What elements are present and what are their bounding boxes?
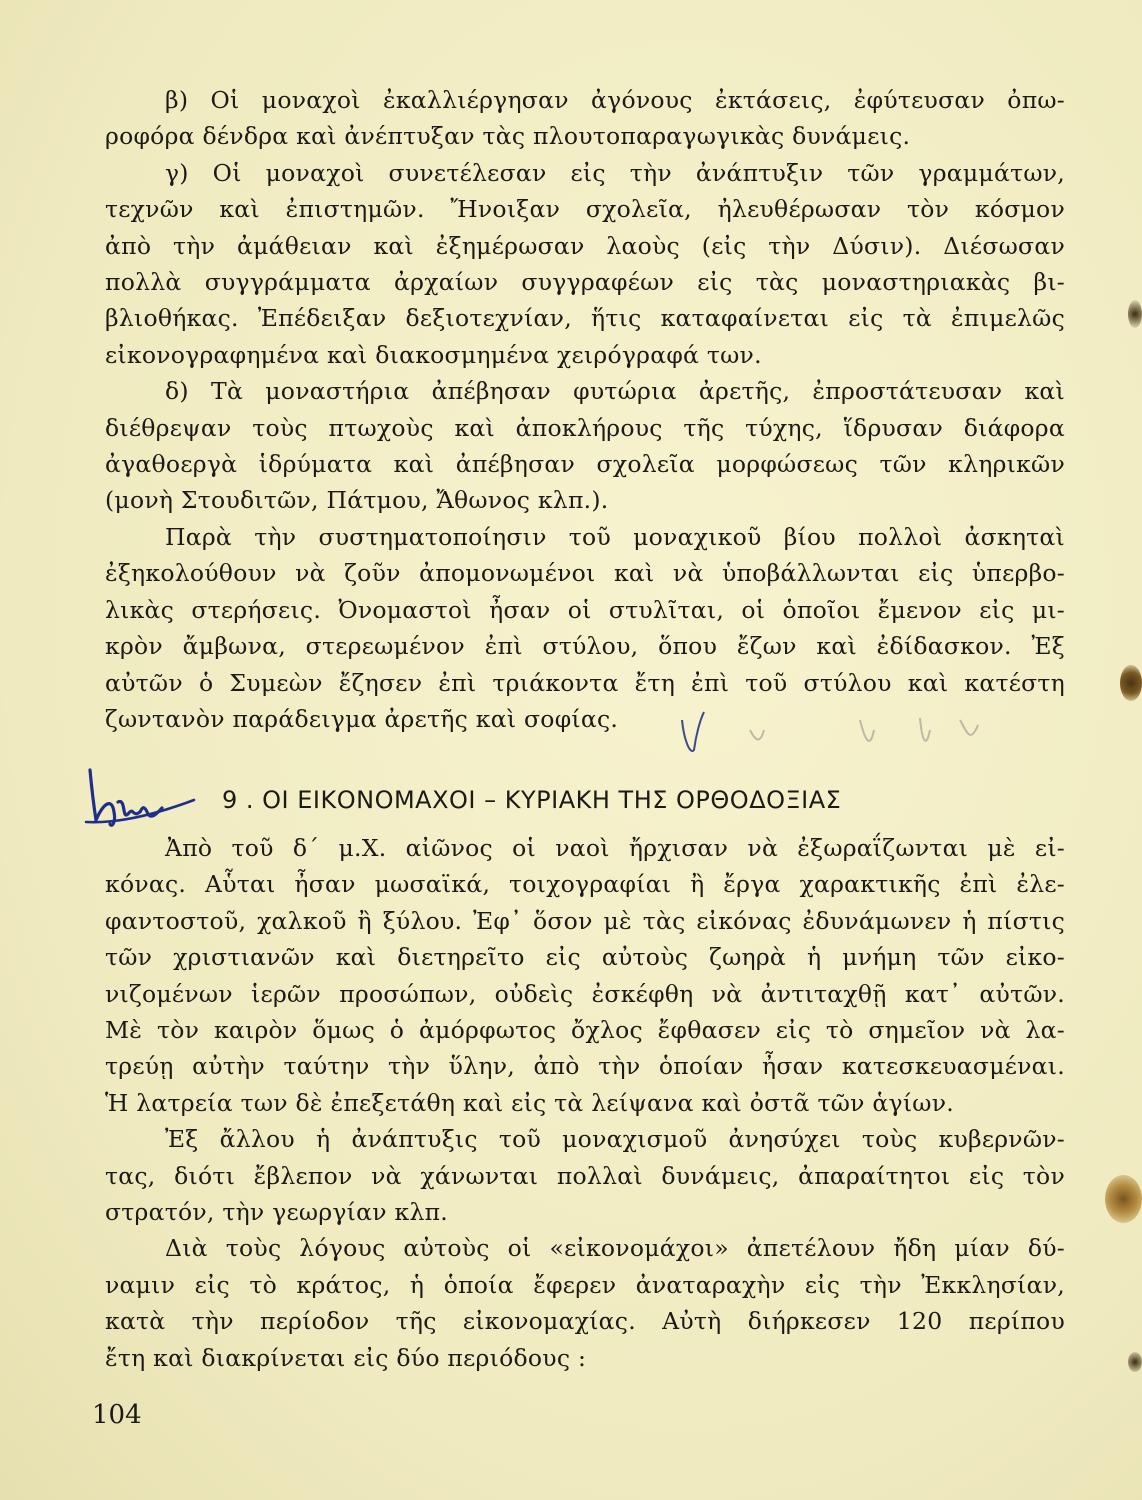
- text-line: ἀπὸ τὴν ἀμάθειαν καὶ ἐξημέρωσαν λαοὺς (εἰς τὴν Δύσιν). Διέσωσαν: [105, 231, 1065, 260]
- text-line: ζωντανὸν παράδειγμα ἀρετῆς καὶ σοφίας.: [105, 704, 619, 733]
- text-line: ναμιν εἰς τὸ κράτος, ἡ ὁποία ἔφερεν ἀναταραχὴν εἰς τὴν Ἐκκλησίαν,: [105, 1270, 1065, 1299]
- text-line: γ) Οἱ μοναχοὶ συνετέλεσαν εἰς τὴν ἀνάπτυξιν τῶν γραμμάτων,: [165, 158, 1065, 187]
- handwritten-note-icon: [82, 762, 202, 832]
- pencil-mark-icon: [660, 700, 1080, 780]
- paragraph: [105, 1230, 1065, 1376]
- text-line: κόνας. Αὗται ἦσαν μωσαϊκά, τοιχογραφίαι ἢ ἔργα χαρακτικῆς ἐπὶ ἐλε-: [105, 870, 1065, 899]
- paragraph: [105, 82, 1065, 155]
- text-line: β) Οἱ μοναχοὶ ἐκαλλιέργησαν ἀγόνους ἐκτάσεις, ἐφύτευσαν ὀπω-: [165, 86, 1065, 114]
- text-line: φαντοστοῦ, χαλκοῦ ἢ ξύλου. Ἐφ᾽ ὅσον μὲ τὰς εἰκόνας ἐδυνάμωνεν ἡ πίστις: [105, 906, 1065, 935]
- text-line: νιζομένων ἱερῶν προσώπων, οὐδεὶς ἐσκέφθη νὰ ἀντιταχθῇ κατ᾽ αὐτῶν.: [105, 979, 1065, 1008]
- text-line: ἐξηκολούθουν νὰ ζοῦν ἀπομονωμένοι καὶ νὰ ὑποβάλλωνται εἰς ὑπερβο-: [105, 559, 1065, 588]
- text-line: εἰκονογραφημένα καὶ διακοσμημένα χειρόγραφά των.: [105, 340, 762, 369]
- stain-mark: [1128, 300, 1142, 328]
- text-line: (μονὴ Στουδιτῶν, Πάτμου, Ἄθωνος κλπ.).: [105, 486, 609, 515]
- text-line: κρὸν ἄμβωνα, στερεωμένον ἐπὶ στύλου, ὅπου ἔζων καὶ ἐδίδασκον. Ἐξ: [105, 632, 1065, 661]
- stain-mark: [1105, 1175, 1142, 1223]
- text-line: δ) Τὰ μοναστήρια ἀπέβησαν φυτώρια ἀρετῆς, ἐπροστάτευσαν καὶ: [165, 377, 1065, 406]
- paragraph: [105, 830, 1065, 1121]
- section-heading: 9 . ΟΙ ΕΙΚΟΝΟΜΑΧΟΙ – ΚΥΡΙΑΚΗ ΤΗΣ ΟΡΘΟΔΟΞΙΑΣ: [222, 786, 842, 814]
- text-line: τρεύῃ αὐτὴν ταύτην τὴν ὕλην, ἀπὸ τὴν ὁποίαν ἦσαν κατεσκευασμέναι.: [105, 1052, 1065, 1081]
- paragraph: [105, 155, 1065, 373]
- text-line: τεχνῶν καὶ ἐπιστημῶν. Ἤνοιξαν σχολεῖα, ἠλευθέρωσαν τὸν κόσμον: [105, 195, 1065, 224]
- text-line: ἔτη καὶ διακρίνεται εἰς δύο περιόδους :: [105, 1343, 587, 1372]
- text-line: Ἐξ ἄλλου ἡ ἀνάπτυξις τοῦ μοναχισμοῦ ἀνησύχει τοὺς κυβερνῶν-: [165, 1125, 1065, 1154]
- text-line: διέθρεψαν τοὺς πτωχοὺς καὶ ἀποκλήρους τῆς τύχης, ἵδρυσαν διάφορα: [105, 413, 1065, 442]
- text-block-top: [105, 82, 1065, 737]
- text-line: Διὰ τοὺς λόγους αὐτοὺς οἱ «εἰκονομάχοι» ἀπετέλουν ἤδη μίαν δύ-: [165, 1234, 1065, 1263]
- text-line: τας, διότι ἔβλεπον νὰ χάνωνται πολλαὶ δυνάμεις, ἀπαραίτητοι εἰς τὸν: [105, 1161, 1065, 1190]
- text-line: ἀγαθοεργὰ ἱδρύματα καὶ ἀπέβησαν σχολεῖα μορφώσεως τῶν κληρικῶν: [105, 450, 1065, 479]
- text-line: τῶν χριστιανῶν καὶ διετηρεῖτο εἰς αὐτοὺς ζωηρὰ ἡ μνήμη τῶν εἰκο-: [105, 943, 1065, 972]
- text-line: βλιοθήκας. Ἐπέδειξαν δεξιοτεχνίαν, ἥτις καταφαίνεται εἰς τὰ ἐπιμελῶς: [105, 304, 1065, 333]
- page-number: 104: [92, 1400, 142, 1430]
- stain-mark: [1128, 1352, 1142, 1372]
- stain-mark: [1120, 665, 1142, 701]
- text-line: πολλὰ συγγράμματα ἀρχαίων συγγραφέων εἰς τὰς μοναστηριακὰς βι-: [105, 268, 1065, 297]
- text-line: Ἀπὸ τοῦ δ´ μ.Χ. αἰῶνος οἱ ναοὶ ἤρχισαν νὰ ἐξωραΐζωνται μὲ εἰ-: [165, 834, 1065, 862]
- text-line: Μὲ τὸν καιρὸν ὅμως ὁ ἀμόρφωτος ὄχλος ἔφθασεν εἰς τὸ σημεῖον νὰ λα-: [105, 1016, 1065, 1045]
- text-line: Παρὰ τὴν συστηματοποίησιν τοῦ μοναχικοῦ βίου πολλοὶ ἀσκηταὶ: [165, 522, 1065, 551]
- text-block-bottom: [105, 830, 1065, 1376]
- text-line: κατὰ τὴν περίοδον τῆς εἰκονομαχίας. Αὐτὴ διήρκεσεν 120 περίπου: [105, 1307, 1065, 1336]
- paragraph: [105, 1121, 1065, 1230]
- text-line: αὐτῶν ὁ Συμεὼν ἔζησεν ἐπὶ τριάκοντα ἔτη ἐπὶ τοῦ στύλου καὶ κατέστη: [105, 668, 1065, 697]
- text-line: Ἡ λατρεία των δὲ ἐπεξετάθη καὶ εἰς τὰ λείψανα καὶ ὀστᾶ τῶν ἁγίων.: [105, 1088, 954, 1117]
- paragraph: [105, 373, 1065, 519]
- text-line: λικὰς στερήσεις. Ὀνομαστοὶ ἦσαν οἱ στυλῖται, οἱ ὁποῖοι ἔμενον εἰς μι-: [105, 595, 1065, 624]
- text-line: στρατόν, τὴν γεωργίαν κλπ.: [105, 1198, 449, 1227]
- text-line: ροφόρα δένδρα καὶ ἀνέπτυξαν τὰς πλουτοπαραγωγικὰς δυνάμεις.: [105, 122, 911, 151]
